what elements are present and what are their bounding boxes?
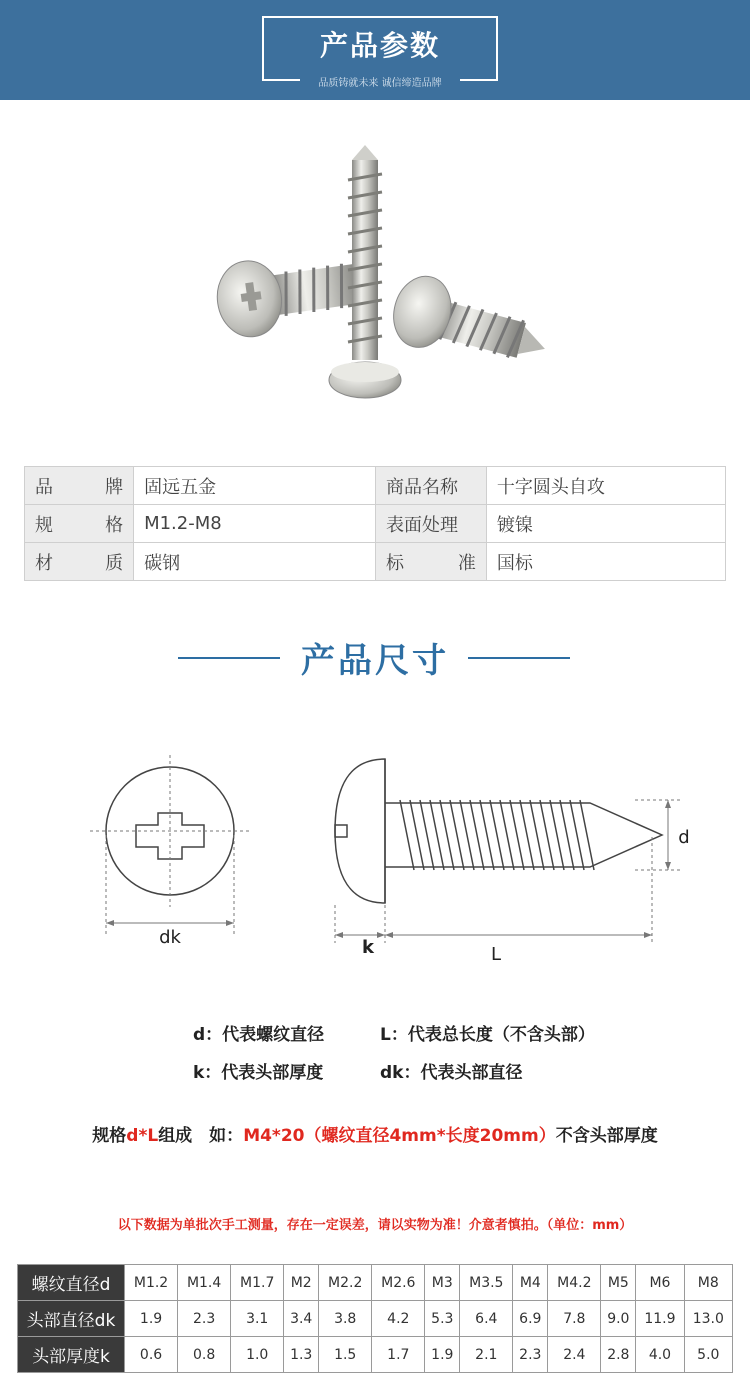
dimension-diagram — [80, 745, 700, 975]
table-row: 品 牌 固远五金 商品名称 十字圆头自攻 — [25, 467, 726, 505]
measurement-notice: 以下数据为单批次手工测量，存在一定误差，请以实物为准！介意者慎拍。（单位：mm） — [117, 1218, 633, 1233]
legend-d: d：代表螺纹直径 — [193, 1025, 325, 1045]
row-header: 螺纹直径d — [18, 1265, 125, 1301]
header-banner — [0, 0, 750, 100]
table-row: 螺纹直径d M1.2 M1.4 M1.7 M2 M2.2 M2.6 M3 M3.5 M4 M4.2 M5 M6 M8 — [18, 1265, 733, 1301]
section-title: 产品尺寸 — [301, 641, 449, 681]
dk-label: dk — [159, 927, 181, 948]
table-row: 头部直径dk 1.9 2.3 3.1 3.4 3.8 4.2 5.3 6.4 6.9 7.8 9.0 11.9 13.0 — [18, 1301, 733, 1337]
screw-left — [212, 245, 368, 341]
spec-value: M1.2-M8 — [134, 505, 376, 543]
dimensions-table — [17, 1264, 733, 1373]
legend-dk: dk：代表头部直径 — [380, 1063, 523, 1083]
k-label: k — [362, 937, 374, 958]
material-value: 碳钢 — [134, 543, 376, 581]
brand-value: 固远五金 — [134, 467, 376, 505]
legend-k: k：代表头部厚度 — [193, 1063, 324, 1083]
table-row: 规 格 M1.2-M8 表面处理 镀镍 — [25, 505, 726, 543]
table-row: 头部厚度k 0.6 0.8 1.0 1.3 1.5 1.7 1.9 2.1 2.3 2.4 2.8 4.0 5.0 — [18, 1337, 733, 1373]
screw-side-view — [335, 759, 662, 903]
param-label: 表面处理 — [375, 505, 486, 543]
legend-L: L：代表总长度（不含头部） — [380, 1025, 595, 1045]
surface-value: 镀镍 — [486, 505, 725, 543]
product-params-table — [24, 466, 726, 581]
row-header: 头部厚度k — [18, 1337, 125, 1373]
screw-right — [386, 270, 550, 380]
L-label: L — [490, 944, 502, 965]
row-header: 头部直径dk — [18, 1301, 125, 1337]
product-name-value: 十字圆头自攻 — [486, 467, 725, 505]
product-photo — [200, 140, 550, 430]
d-label: d — [678, 827, 690, 848]
table-row: 材 质 碳钢 标 准 国标 — [25, 543, 726, 581]
param-label: 商品名称 — [375, 467, 486, 505]
banner-subtitle: 品质铸就未来 诚信缔造品牌 — [318, 78, 442, 89]
spec-formula: 规格d*L组成 如：M4*20（螺纹直径4mm*长度20mm）不含头部厚度 — [92, 1126, 658, 1146]
banner-title: 产品参数 — [319, 29, 440, 62]
standard-value: 国标 — [486, 543, 725, 581]
